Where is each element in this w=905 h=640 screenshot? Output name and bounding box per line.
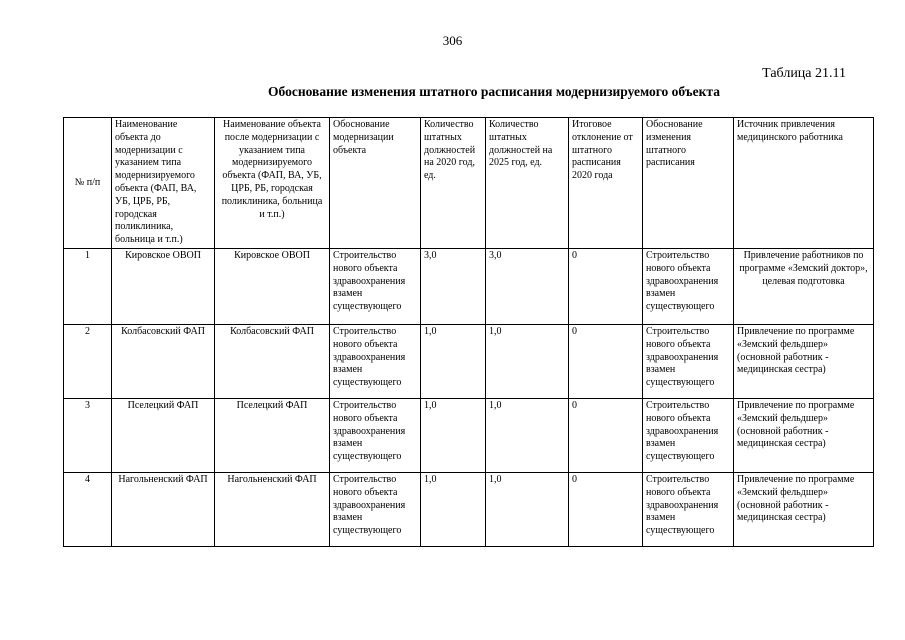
table-row [64,248,874,324]
deviation: 0 [569,472,643,546]
header-cell: Количество штатных должностей на 2020 год, ед. [421,118,486,249]
header-cell: Количество штатных должностей на 2025 год, ед. [486,118,569,249]
modernization-basis: Строительство нового объекта здравоохранения взамен существующего [330,472,421,546]
table-row [64,398,874,472]
row-number: 1 [64,248,112,324]
deviation: 0 [569,324,643,398]
object-before: Нагольненский ФАП [112,472,215,546]
positions-2020: 3,0 [421,248,486,324]
modernization-basis: Строительство нового объекта здравоохранения взамен существующего [330,324,421,398]
header-cell: Обоснование модернизации объекта [330,118,421,249]
worker-source: Привлечение работников по программе «Земский доктор», целевая подготовка [734,248,874,324]
object-before: Колбасовский ФАП [112,324,215,398]
staffing-table [63,117,874,547]
document-title: Обоснование изменения штатного расписания модернизируемого объекта [268,84,720,99]
object-after: Колбасовский ФАП [215,324,330,398]
table-row [64,324,874,398]
row-number: 2 [64,324,112,398]
worker-source: Привлечение по программе «Земский фельдшер» (основной работник - медицинская сестра) [734,324,874,398]
page-number: 306 [442,33,463,48]
header-cell: Обоснование изменения штатного расписания [643,118,734,249]
worker-source: Привлечение по программе «Земский фельдшер» (основной работник - медицинская сестра) [734,472,874,546]
object-before: Кировское ОВОП [112,248,215,324]
object-before: Пселецкий ФАП [112,398,215,472]
change-basis: Строительство нового объекта здравоохранения взамен существующего [643,248,734,324]
positions-2020: 1,0 [421,472,486,546]
positions-2025: 1,0 [486,398,569,472]
worker-source: Привлечение по программе «Земский фельдшер» (основной работник - медицинская сестра) [734,398,874,472]
change-basis: Строительство нового объекта здравоохранения взамен существующего [643,324,734,398]
header-cell: № п/п [64,118,112,249]
table-row [64,472,874,546]
table-label: Таблица 21.11 [762,66,846,81]
positions-2025: 1,0 [486,472,569,546]
object-after: Нагольненский ФАП [215,472,330,546]
header-cell: Наименование объекта после модернизации с указанием типа модернизируемого объекта (ФАП, ВА, УБ, ЦРБ, РБ, городская поликлиника, больница и т.п.) [215,118,330,249]
modernization-basis: Строительство нового объекта здравоохранения взамен существующего [330,398,421,472]
object-after: Кировское ОВОП [215,248,330,324]
object-after: Пселецкий ФАП [215,398,330,472]
row-number: 3 [64,398,112,472]
positions-2025: 1,0 [486,324,569,398]
positions-2020: 1,0 [421,324,486,398]
header-cell: Источник привлечения медицинского работника [734,118,874,249]
table-header-row [64,118,874,249]
change-basis: Строительство нового объекта здравоохранения взамен существующего [643,398,734,472]
deviation: 0 [569,398,643,472]
row-number: 4 [64,472,112,546]
modernization-basis: Строительство нового объекта здравоохранения взамен существующего [330,248,421,324]
change-basis: Строительство нового объекта здравоохранения взамен существующего [643,472,734,546]
header-cell: Итоговое отклонение от штатного расписания 2020 года [569,118,643,249]
deviation: 0 [569,248,643,324]
positions-2025: 3,0 [486,248,569,324]
positions-2020: 1,0 [421,398,486,472]
header-cell: Наименование объекта до модернизации с указанием типа модернизируемого объекта (ФАП, ВА, УБ, ЦРБ, РБ, городская поликлиника, больница и т.п.) [112,118,215,249]
